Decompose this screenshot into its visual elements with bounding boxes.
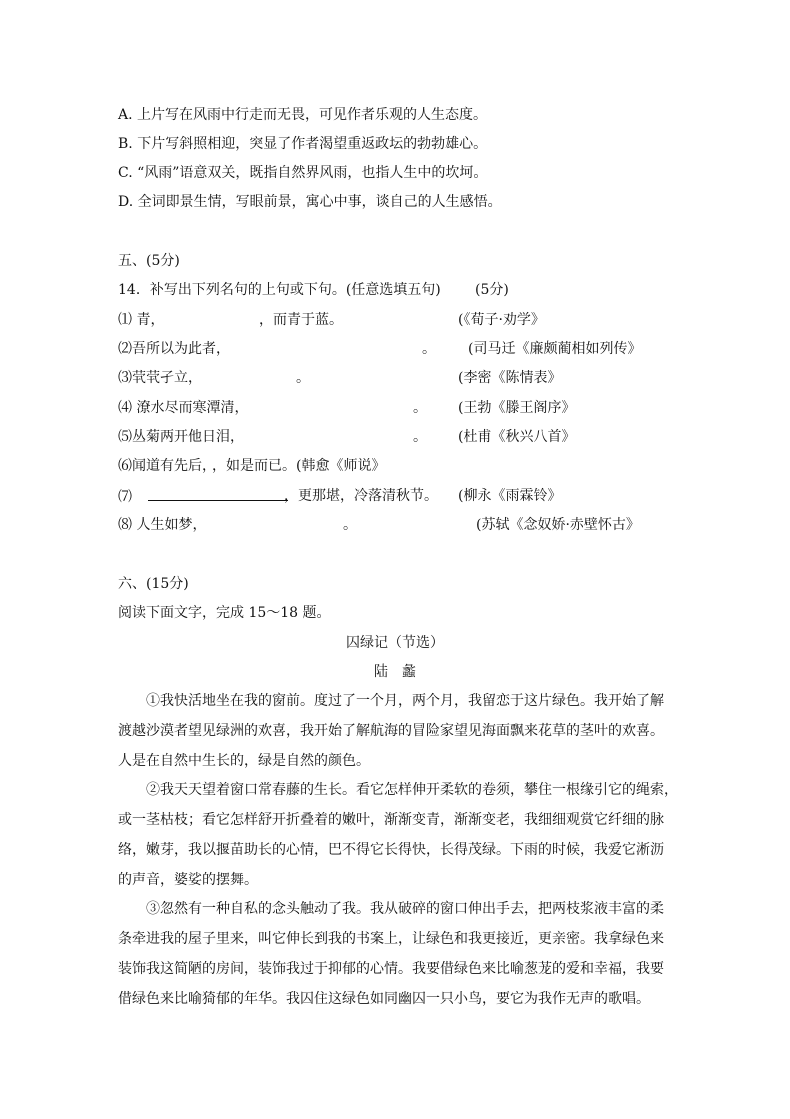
fill-item-8-start: ⑻ 人生如梦， [118, 517, 207, 533]
option-c: C. “风雨”语意双关，既指自然界风雨，也指人生中的坎坷。 [118, 165, 488, 181]
fill-item-4-start: ⑷ 潦水尽而寒潭清， [118, 400, 249, 416]
fill-item-1-end: ，而青于蓝。 [259, 312, 343, 328]
paragraph-1-line: 人是在自然中生长的，绿是自然的颜色。 [118, 753, 370, 769]
option-d: D. 全词即景生情，写眼前景，寓心中事，谈自己的人生感悟。 [118, 194, 502, 210]
paragraph-1-line: ①我快活地坐在我的窗前。度过了一个月，两个月，我留恋于这片绿色。我开始了解 [146, 693, 664, 709]
fill-item-3-start: ⑶茕茕孑立， [118, 370, 202, 386]
fill-item-1-source: (《荀子·劝学》 [458, 312, 545, 328]
passage-author: 陆 蠡 [374, 664, 416, 680]
paragraph-1 [118, 686, 678, 776]
paragraph-3-line: 借绿色来比喻猗郁的年华。我囚住这绿色如同幽囚一只小鸟，要它为我作无声的歌唱。 [118, 991, 650, 1007]
fill-item-8-source: (苏轼《念奴娇·赤壁怀古》 [476, 517, 640, 533]
fill-item-5-source: (杜甫《秋兴八首》 [458, 429, 576, 445]
fill-item-3-source: (李密《陈情表》 [458, 370, 562, 386]
option-a: A. 上片写在风雨中行走而无畏，可见作者乐观的人生态度。 [118, 107, 488, 123]
paragraph-3-line: 条牵进我的屋子里来，叫它伸长到我的书案上，让绿色和我更接近，更亲密。我拿绿色来 [118, 931, 664, 947]
fill-item-2-source: (司马迁《廉颇蔺相如列传》 [468, 341, 642, 357]
passage-title: 囚绿记（节选） [346, 635, 444, 651]
fill-item-1-start: ⑴ 青， [118, 312, 165, 328]
fill-item-3-end: 。 [296, 370, 310, 386]
fill-item-4-end: 。 [413, 400, 427, 416]
fill-item-2-start: ⑵吾所以为此者， [118, 341, 230, 357]
fill-item-7-end: ，更那堪，冷落清秋节。 [284, 488, 438, 504]
section5-heading: 五、(5分) [118, 253, 180, 269]
fill-item-6-start: ⑹闻道有先后， [118, 458, 216, 474]
paragraph-3 [118, 894, 678, 1014]
paragraph-3-line: 装饰我这简陋的房间，装饰我过于抑郁的心情。我要借绿色来比喻葱茏的爱和幸福，我要 [118, 961, 664, 977]
fill-item-5-start: ⑸丛菊两开他日泪， [118, 429, 244, 445]
fill-item-8-end: 。 [343, 517, 357, 533]
paragraph-1-line: 渡越沙漠者望见绿洲的欢喜，我开始了解航海的冒险家望见海面飘来花草的茎叶的欢喜。 [118, 723, 664, 739]
fill-item-6-end: ，如是而已。(韩愈《师说》 [212, 458, 386, 474]
option-b: B. 下片写斜照相迎，突显了作者渴望重返政坛的勃勃雄心。 [118, 136, 488, 152]
paragraph-2-line: ②我天天望着窗口常春藤的生长。看它怎样伸开柔软的卷须，攀住一根缘引它的绳索， [146, 782, 678, 798]
fill-item-2-end: 。 [422, 341, 436, 357]
paragraph-2 [118, 775, 678, 895]
fill-item-7-source: (柳永《雨霖铃》 [458, 488, 562, 504]
fill-item-7-start [118, 486, 290, 507]
paragraph-3-line: ③忽然有一种自私的念头触动了我。我从破碎的窗口伸出手去，把两枝浆液丰富的柔 [146, 901, 664, 917]
paragraph-2-line: 或一茎枯枝；看它怎样舒开折叠着的嫩叶，渐渐变青，渐渐变老，我细细观赏它纤细的脉 [118, 812, 664, 828]
question-14-points: (5分) [475, 282, 509, 298]
section6-instruction: 阅读下面文字，完成 15～18 题。 [118, 605, 331, 621]
fill-item-7-number: ⑺ [118, 489, 132, 505]
fill-item-5-end: 。 [413, 429, 427, 445]
fill-item-4-source: (王勃《滕王阁序》 [458, 400, 576, 416]
paragraph-2-line: 络，嫩芽，我以揠苗助长的心情，巴不得它长得快，长得茂绿。下雨的时候，我爱它淅沥 [118, 842, 664, 858]
question-14: 14．补写出下列名句的上句或下句。(任意选填五句) [118, 282, 441, 298]
section6-heading: 六、(15分) [118, 576, 189, 592]
fill-item-7-blank[interactable] [148, 486, 288, 501]
paragraph-2-line: 的声音，婆娑的摆舞。 [118, 872, 258, 888]
